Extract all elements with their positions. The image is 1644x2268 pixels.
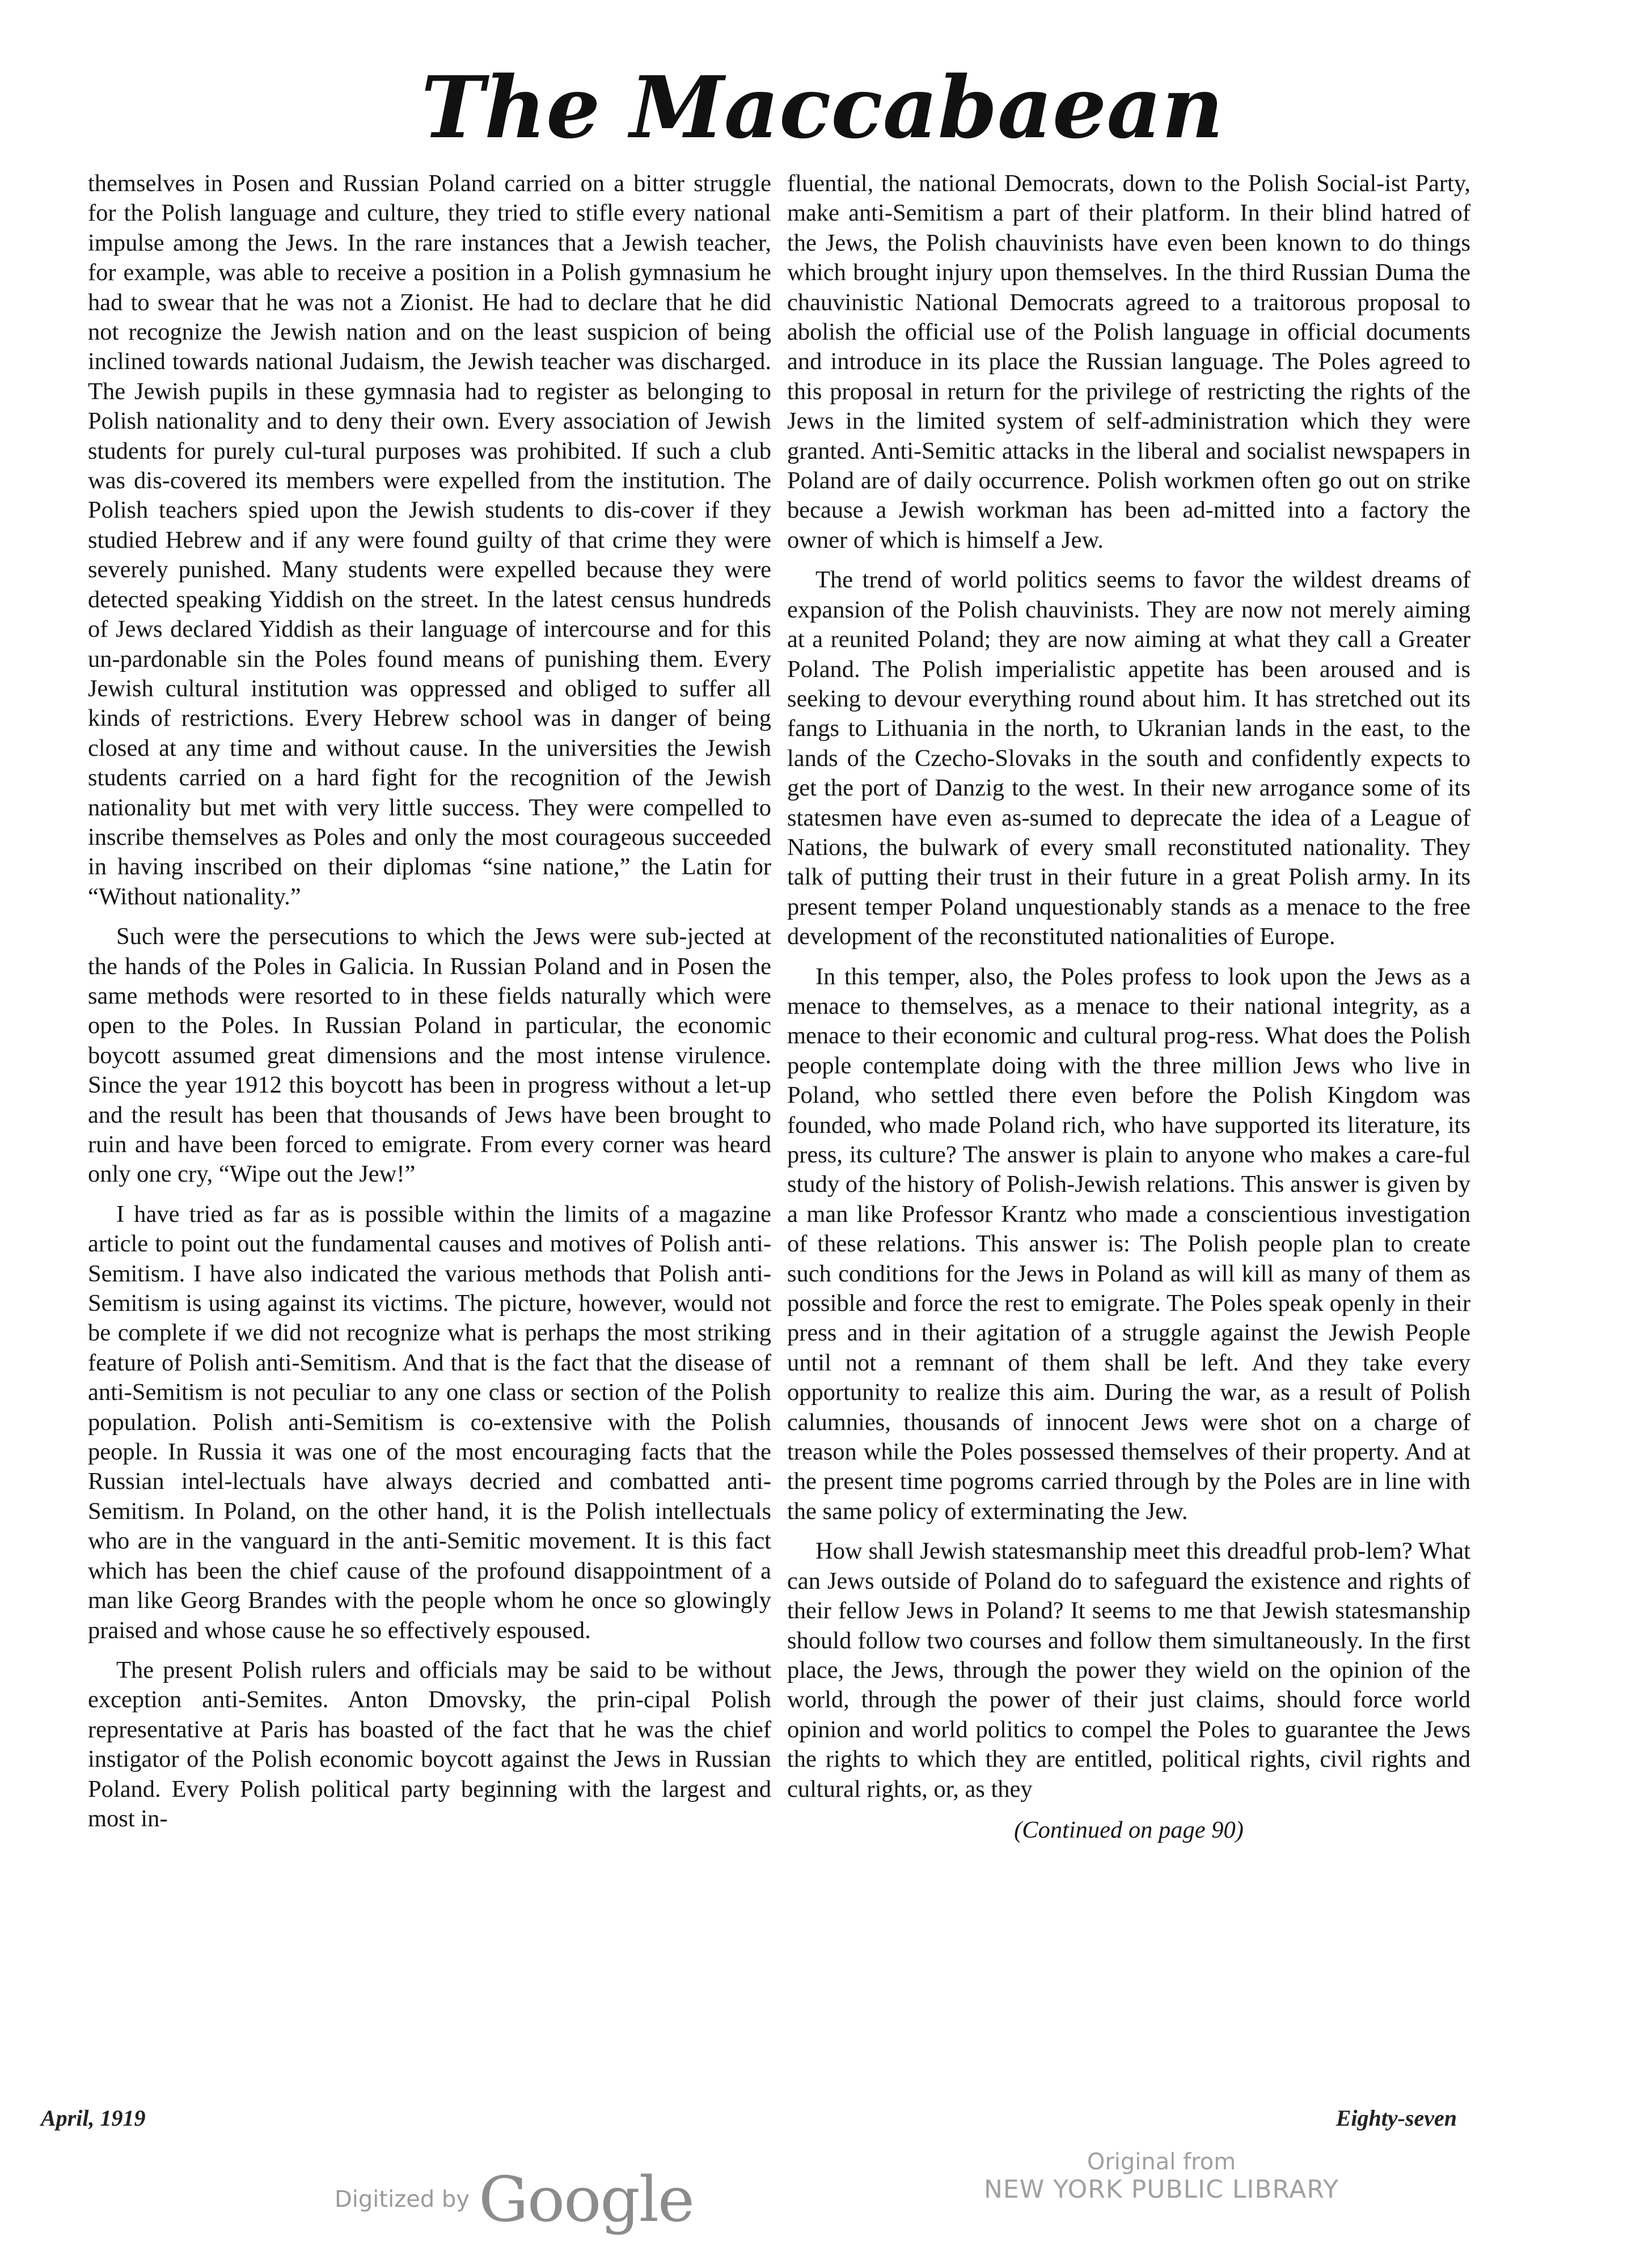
library-name: NEW YORK PUBLIC LIBRARY bbox=[984, 2175, 1339, 2204]
paragraph: I have tried as far as is possible within the limits of a magazine article to point out the fundamental causes and motives of Polish anti-Semitism. I have also indicated the various methods that Polish anti-Semitism is using against its victims. The picture, however, would not be complete if we did not recognize what is perhaps the most striking feature of Polish anti-Semitism. And that is the fact that the disease of anti-Semitism is not peculiar to any one class or section of the Polish population. Polish anti-Semitism is co-extensive with the Polish people. In Russia it was one of the most encouraging facts that the Russian intel-lectuals have always decried and combatted anti-Semitism. In Poland, on the other hand, it is the Polish intellectuals who are in the vanguard in the anti-Semitic movement. It is this fact which has been the chief cause of the profound disappointment of a man like Georg Brandes with the people whom he once so glowingly praised and whose cause he so effectively espoused. bbox=[88, 1200, 771, 1644]
continued-note: (Continued on page 90) bbox=[1014, 1816, 1244, 1843]
paragraph: fluential, the national Democrats, down to the Polish Social-ist Party, make anti-Semitism a part of their platform. In their blind hatred of the Jews, the Polish chauvinists have even been known to do things which brought injury upon themselves. In the third Russian Duma the chauvinistic National Democrats agreed to a traitorous proposal to abolish the official use of the Polish language in official documents and introduce in its place the Russian language. The Poles agreed to this proposal in return for the privilege of restricting the rights of the Jews in the limited system of self-administration which they were granted. Anti-Semitic attacks in the liberal and socialist newspapers in Poland are of daily occurrence. Polish workmen often go out on strike because a Jewish workman has been ad-mitted into a factory the owner of which is himself a Jew. bbox=[787, 170, 1470, 553]
digitized-by-label: Digitized by bbox=[335, 2186, 470, 2212]
paragraph: How shall Jewish statesmanship meet this dreadful prob-lem? What can Jews outside of Poland do to safeguard the existence and rights of their fellow Jews in Poland? It seems to me that Jewish statesmanship should follow two courses and follow them simultaneously. In the first place, the Jews, through the power they wield on the opinion of the world, through the power of their just claims, should force world opinion and world politics to compel the Poles to guarantee the Jews the rights to which they are entitled, political rights, civil rights and cultural rights, or, as they bbox=[787, 1538, 1470, 1802]
paragraph: themselves in Posen and Russian Poland carried on a bitter struggle for the Polish language and culture, they tried to stifle every national impulse among the Jews. In the rare instances that a Jewish teacher, for example, was able to receive a position in a Polish gymnasium he had to swear that he was not a Zionist. He had to declare that he did not recognize the Jewish nation and on the least suspicion of being inclined towards national Judaism, the Jewish teacher was discharged. The Jewish pupils in these gymnasia had to register as belonging to Polish nationality and to deny their own. Every association of Jewish students for purely cul-tural purposes was prohibited. If such a club was dis-covered its members were expelled from the institution. The Polish teachers spied upon the Jewish students to dis-cover if they studied Hebrew and if any were found guilty of that crime they were severely punished. Many students were expelled because they were detected speaking Yiddish on the street. In the latest census hundreds of Jews declared Yiddish as their language of intercourse and for this un-pardonable sin the Poles found means of punishing them. Every Jewish cultural institution was oppressed and obliged to suffer all kinds of restrictions. Every Hebrew school was in danger of being closed at any time and without cause. In the universities the Jewish students carried on a hard fight for the recognition of the Jewish nationality but met with very little success. They were compelled to inscribe themselves as Poles and only the most courageous succeeded in having inscribed on their diplomas “sine natione,” the Latin for “Without nationality.” bbox=[88, 170, 771, 910]
digitized-by-watermark bbox=[335, 2163, 694, 2236]
right-column bbox=[787, 169, 1470, 1855]
original-from-label: Original from bbox=[1087, 2149, 1236, 2175]
paragraph: In this temper, also, the Poles profess to look upon the Jews as a menace to themselves, as a menace to their national integrity, as a menace to their economic and cultural prog-ress. What does the Polish people contemplate doing with the three million Jews who live in Poland, who settled there even before the Polish Kingdom was founded, who made Poland rich, who have supported its literature, its press, its culture? The answer is plain to anyone who makes a care-ful study of the history of Polish-Jewish relations. This answer is given by a man like Professor Krantz who made a conscientious investigation of these relations. This answer is: The Polish people plan to create such conditions for the Jews in Poland as will kill as many of them as possible and force the rest to emigrate. The Poles speak openly in their press and in their agitation of a struggle against the Jewish People until not a remnant of them shall be left. And they take every opportunity to realize this aim. During the war, as a result of Polish calumnies, thousands of innocent Jews were shot on a charge of treason while the Poles possessed themselves of their property. And at the present time pogroms carried through by the Poles are in line with the same policy of exterminating the Jew. bbox=[787, 963, 1470, 1525]
paragraph: The trend of world politics seems to favor the wildest dreams of expansion of the Polish chauvinists. They are now not merely aiming at a reunited Poland; they are now aiming at what they call a Greater Poland. The Polish imperialistic appetite has been aroused and is seeking to devour everything round about him. It has stretched out its fangs to Lithuania in the north, to Ukranian lands in the east, to the lands of the Czecho-Slovaks in the south and confidently expects to get the port of Danzig to the west. In their new arrogance some of its statesmen have even as-sumed to deprecate the idea of a League of Nations, the bulwark of every small reconstituted nationality. They talk of putting their trust in their future in a great Polish army. In its present temper Poland unquestionably stands as a menace to the free development of the reconstituted nationalities of Europe. bbox=[787, 566, 1470, 950]
masthead-title: The Maccabaean bbox=[421, 58, 1224, 158]
paragraph: The present Polish rulers and officials may be said to be without exception anti-Semites. Anton Dmovsky, the prin-cipal Polish representative at Paris has boasted of the fact that he was the chief instigator of the Polish economic boycott against the Jews in Russian Poland. Every Polish political party beginning with the largest and most in- bbox=[88, 1656, 771, 1832]
page-number: Eighty-seven bbox=[1336, 2105, 1457, 2131]
issue-date: April, 1919 bbox=[41, 2105, 146, 2131]
left-column bbox=[88, 169, 771, 1844]
paragraph: Such were the persecutions to which the Jews were sub-jected at the hands of the Poles in Galicia. In Russian Poland and in Posen the same methods were resorted to in these fields naturally which were open to the Poles. In Russian Poland in particular, the economic boycott assumed great dimensions and the most intense virulence. Since the year 1912 this boycott has been in progress without a let-up and the result has been that thousands of Jews have been brought to ruin and have been forced to emigrate. From every corner was heard only one cry, “Wipe out the Jew!” bbox=[88, 923, 771, 1188]
library-watermark bbox=[984, 2149, 1339, 2204]
google-logo: Google bbox=[479, 2163, 694, 2236]
